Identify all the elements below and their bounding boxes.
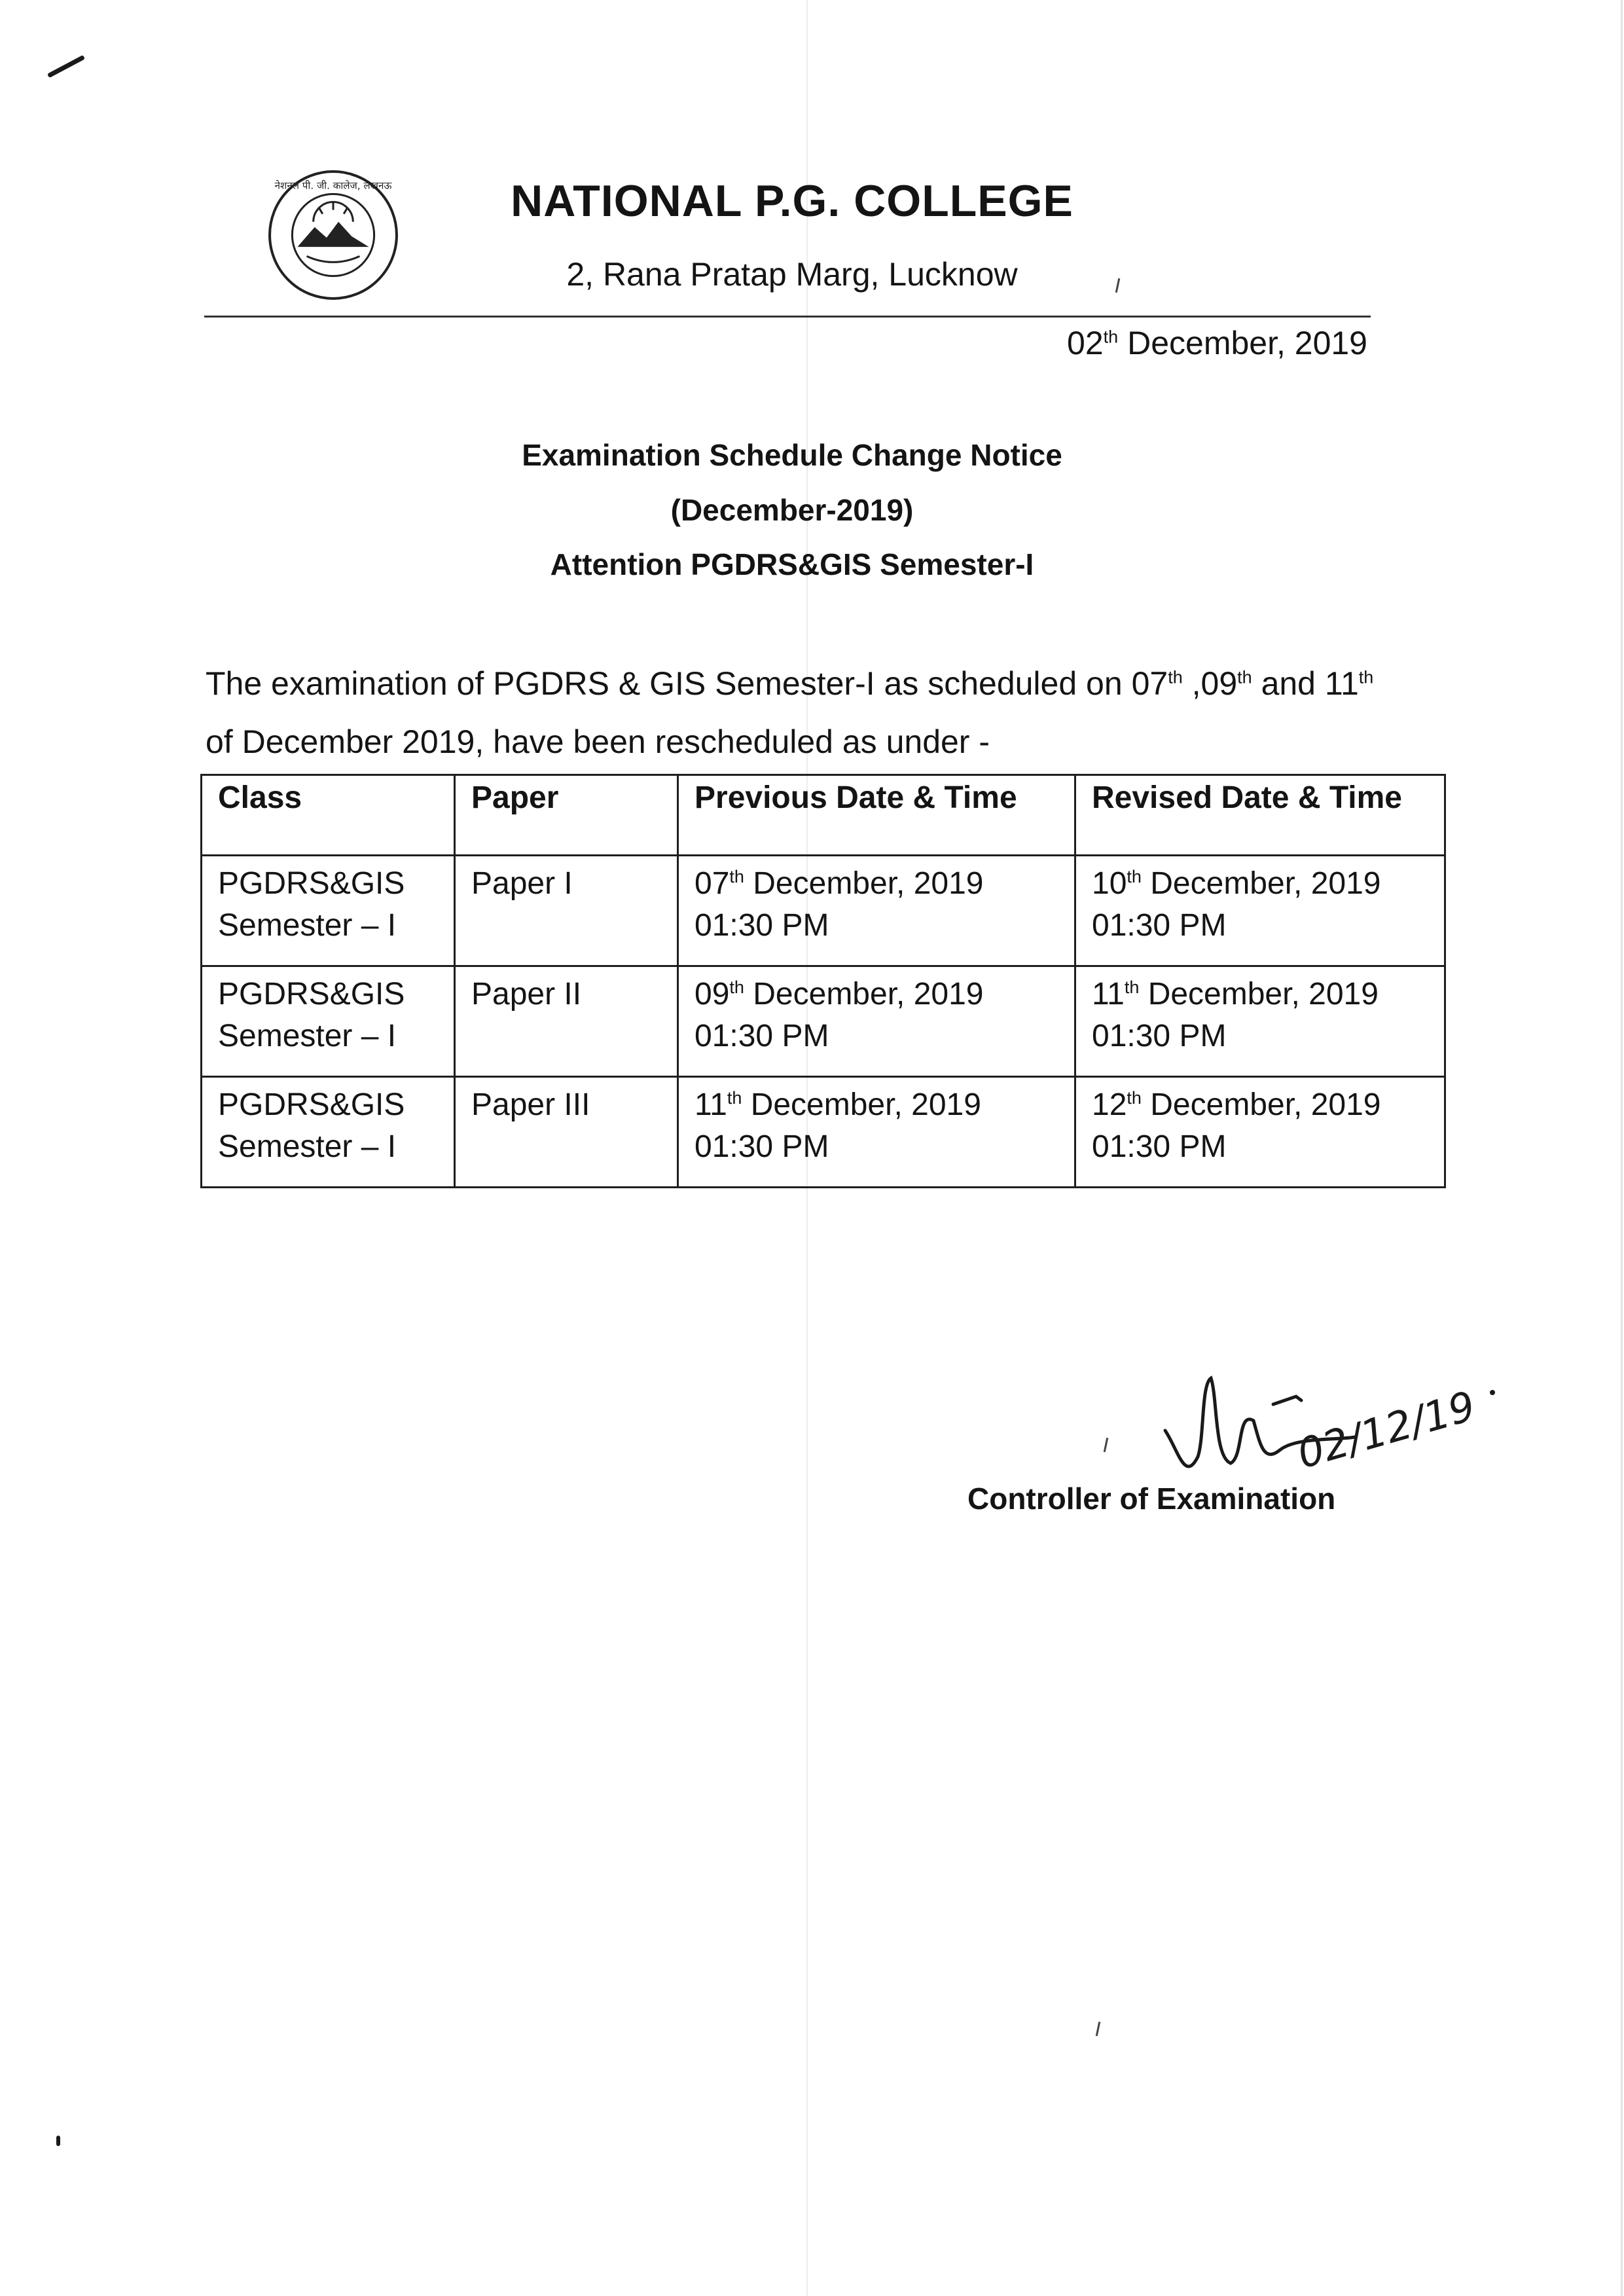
previous-day-suffix: th (727, 1088, 742, 1108)
cell-class (202, 966, 455, 1077)
revised-day: 12 (1092, 1087, 1127, 1122)
table-row (202, 1077, 1445, 1188)
revised-day-suffix: th (1124, 977, 1140, 997)
seal-text: नेशनल पी. जी. कालेज, लखनऊ (274, 179, 392, 192)
cell-class (202, 1077, 455, 1188)
intro-paragraph (206, 655, 1416, 771)
scan-edge (1621, 0, 1623, 2296)
intro-date-suffix: th (1168, 667, 1183, 687)
cell-previous (678, 1077, 1075, 1188)
revised-time: 01:30 PM (1092, 1129, 1227, 1164)
pen-tick (1104, 1438, 1109, 1452)
table-row (202, 856, 1445, 966)
intro-text: The examination of PGDRS & GIS Semester-I as scheduled on (206, 665, 1132, 702)
header-previous: Previous Date & Time (678, 775, 1075, 856)
revised-date (1092, 863, 1428, 905)
cell-paper: Paper III (455, 1077, 678, 1188)
notice-attention: Attention PGDRS&GIS Semester-I (550, 547, 1034, 581)
intro-separator: , (1182, 665, 1201, 702)
schedule-table (200, 774, 1446, 1188)
table-row (202, 966, 1445, 1077)
previous-month-year: December, 2019 (744, 866, 984, 901)
previous-time: 01:30 PM (695, 1019, 829, 1053)
table-header-row (202, 775, 1445, 856)
signature-date: 02/12/19 (1292, 1381, 1481, 1478)
intro-line-2: of December 2019, have been rescheduled as under - (206, 723, 990, 760)
class-semester: Semester – I (218, 908, 397, 943)
previous-day: 11 (695, 1087, 727, 1122)
class-name: PGDRS&GIS (218, 1087, 405, 1122)
pen-tick (1096, 2022, 1101, 2036)
previous-day-suffix: th (729, 977, 744, 997)
previous-date (695, 974, 1058, 1015)
previous-time: 01:30 PM (695, 908, 829, 943)
college-seal-icon (267, 169, 399, 301)
intro-line-1 (206, 655, 1416, 713)
intro-date: 09 (1200, 665, 1238, 702)
previous-day: 09 (695, 977, 730, 1011)
previous-date (695, 1084, 1058, 1126)
revised-month-year: December, 2019 (1141, 1087, 1381, 1122)
college-address: 2, Rana Pratap Marg, Lucknow (566, 256, 1018, 293)
revised-time: 01:30 PM (1092, 908, 1227, 943)
cell-previous (678, 966, 1075, 1077)
revised-day-suffix: th (1127, 867, 1142, 886)
previous-day-suffix: th (729, 867, 744, 886)
notice-date (1067, 324, 1367, 362)
signature-icon (1139, 1358, 1506, 1496)
revised-day: 10 (1092, 866, 1127, 901)
header-revised: Revised Date & Time (1075, 775, 1445, 856)
cell-previous (678, 856, 1075, 966)
revised-day: 11 (1092, 977, 1125, 1011)
signatory-title: Controller of Examination (967, 1482, 1336, 1516)
previous-time: 01:30 PM (695, 1129, 829, 1164)
revised-date (1092, 974, 1428, 1015)
class-name: PGDRS&GIS (218, 977, 405, 1011)
intro-date-suffix: th (1237, 667, 1252, 687)
class-semester: Semester – I (218, 1129, 397, 1164)
intro-date: 11 (1324, 665, 1359, 702)
revised-month-year: December, 2019 (1139, 977, 1379, 1011)
header-divider (204, 316, 1371, 318)
pen-mark (56, 2136, 60, 2146)
revised-day-suffix: th (1127, 1088, 1142, 1108)
cell-paper: Paper II (455, 966, 678, 1077)
previous-month-year: December, 2019 (742, 1087, 981, 1122)
class-name: PGDRS&GIS (218, 866, 405, 901)
intro-date-suffix: th (1358, 667, 1374, 687)
revised-time: 01:30 PM (1092, 1019, 1227, 1053)
cell-class (202, 856, 455, 966)
cell-revised (1075, 1077, 1445, 1188)
revised-month-year: December, 2019 (1141, 866, 1381, 901)
intro-date: 07 (1131, 665, 1168, 702)
cell-revised (1075, 856, 1445, 966)
pen-mark (47, 55, 85, 78)
class-semester: Semester – I (218, 1019, 397, 1053)
revised-date (1092, 1084, 1428, 1126)
cell-paper: Paper I (455, 856, 678, 966)
header-paper: Paper (455, 775, 678, 856)
notice-period: (December-2019) (670, 493, 914, 527)
college-name: NATIONAL P.G. COLLEGE (511, 176, 1074, 226)
intro-and: and (1252, 665, 1325, 702)
previous-day: 07 (695, 866, 730, 901)
previous-date (695, 863, 1058, 905)
date-day: 02 (1067, 325, 1104, 361)
cell-revised (1075, 966, 1445, 1077)
date-rest: December, 2019 (1127, 325, 1367, 361)
notice-title: Examination Schedule Change Notice (522, 438, 1062, 472)
previous-month-year: December, 2019 (744, 977, 984, 1011)
date-suffix: th (1103, 327, 1119, 347)
header-class: Class (202, 775, 455, 856)
